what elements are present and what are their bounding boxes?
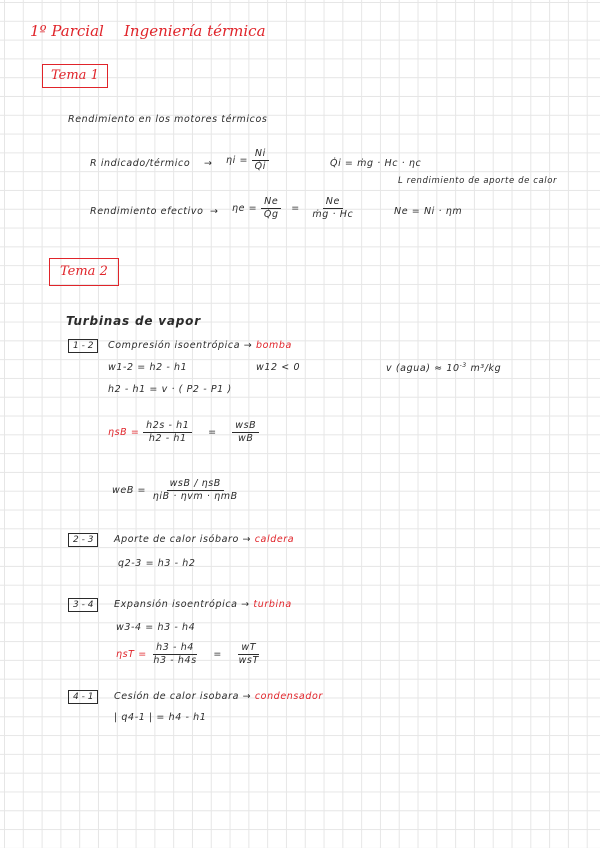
header-subject: Ingeniería térmica	[124, 22, 266, 40]
ne-formula: Ne = Ni · ηm	[394, 206, 463, 217]
s34-device: turbina	[253, 599, 292, 610]
eta-e-num1: Ne	[261, 196, 281, 209]
s12-wer-den: ηiB · ηvm · ηmB	[152, 491, 238, 502]
tema2-heading: Turbinas de vapor	[66, 314, 201, 328]
eta-i-lhs: ηi =	[226, 155, 249, 166]
s41-desc	[114, 691, 323, 702]
eta-i-formula	[226, 148, 269, 173]
s34-desc-text: Expansión isoentrópica →	[114, 599, 250, 610]
s34-desc	[114, 599, 292, 610]
s12-l1c-pre: v (agua) ≈ 10	[386, 363, 460, 375]
s12-l1c	[386, 362, 501, 374]
eta-e-fraction-1	[261, 196, 282, 221]
qi-formula: Q̇i = ṁg · Hc · ηc	[330, 158, 422, 169]
s34-eta-eq: =	[213, 649, 222, 660]
indicado-arrow: →	[204, 158, 213, 169]
step-tag-4-1: 4 - 1	[68, 690, 98, 704]
s34-eta	[116, 642, 262, 667]
eta-e-num2: Ne	[323, 196, 343, 209]
s12-desc	[108, 340, 292, 351]
s12-eta-eq: =	[208, 427, 217, 438]
s12-l1c-exp: -3	[459, 362, 467, 369]
step-tag-1-2: 1 - 2	[68, 339, 98, 353]
s12-eta-den2: wB	[238, 433, 254, 444]
eta-e-den1: Q̇g	[263, 209, 279, 220]
s12-l1c-post: m³/kg	[466, 363, 502, 375]
header-parcial: 1º Parcial	[30, 22, 104, 40]
s12-eta-den: h2 - h1	[148, 433, 187, 444]
eta-e-lhs: ηe =	[232, 203, 258, 214]
tema2-label: Tema 2	[49, 258, 119, 286]
s23-desc-text: Aporte de calor isóbaro →	[114, 534, 252, 545]
s12-eta	[108, 420, 259, 445]
step-tag-2-3: 2 - 3	[68, 533, 98, 547]
s12-device: bomba	[255, 340, 292, 351]
s12-eta-lhs: ηsB =	[108, 427, 140, 438]
indicado-label: R indicado/térmico	[90, 158, 191, 169]
step-tag-3-4: 3 - 4	[68, 598, 98, 612]
s12-l2: h2 - h1 = v · ( P2 - P1 )	[108, 384, 232, 395]
s34-eta-den2: wsT	[238, 655, 259, 666]
s34-eta-den: h3 - h4s	[153, 655, 197, 666]
s12-desc-text: Compresión isoentrópica →	[108, 340, 253, 351]
s12-l1b: w12 < 0	[256, 362, 301, 373]
s12-wer-num: wsB / ηsB	[167, 478, 224, 491]
eta-e-den2: ṁg · Hc	[312, 209, 354, 220]
s34-eta-fraction-2	[236, 642, 262, 667]
s23-desc	[114, 534, 294, 545]
efectivo-arrow: →	[210, 206, 219, 217]
s12-eta-num2: wsB	[232, 420, 259, 433]
s12-wer	[112, 478, 241, 503]
s12-wer-fraction	[150, 478, 241, 503]
qi-note: L rendimiento de aporte de calor	[398, 176, 558, 186]
s23-l1: q2-3 = h3 - h2	[118, 558, 196, 569]
s12-eta-fraction-2	[232, 420, 259, 445]
tema1-label: Tema 1	[42, 64, 108, 88]
s34-eta-fraction-1	[150, 642, 199, 667]
s34-eta-lhs: ηsT =	[116, 649, 147, 660]
s23-device: caldera	[254, 534, 295, 545]
s12-l1: w1-2 = h2 - h1	[108, 362, 188, 373]
s12-eta-num: h2s - h1	[143, 420, 192, 433]
s34-l1: w3-4 = h3 - h4	[116, 622, 196, 633]
eta-i-fraction	[252, 148, 269, 173]
s41-l1: | q4-1 | = h4 - h1	[114, 712, 207, 723]
eta-e-eq: =	[291, 203, 300, 214]
eta-i-num: Ni	[252, 148, 269, 161]
tema1-intro: Rendimiento en los motores térmicos	[68, 114, 268, 125]
s34-eta-num2: wT	[238, 642, 259, 655]
eta-e-fraction-2	[309, 196, 356, 221]
s34-eta-num: h3 - h4	[153, 642, 197, 655]
s41-desc-text: Cesión de calor isobara →	[114, 691, 252, 702]
eta-e-formula	[232, 196, 356, 221]
s12-wer-lhs: weB =	[112, 485, 147, 496]
efectivo-label: Rendimiento efectivo	[90, 206, 204, 217]
s12-eta-fraction-1	[143, 420, 192, 445]
s41-device: condensador	[254, 691, 323, 702]
eta-i-den: Q̇i	[254, 161, 266, 172]
